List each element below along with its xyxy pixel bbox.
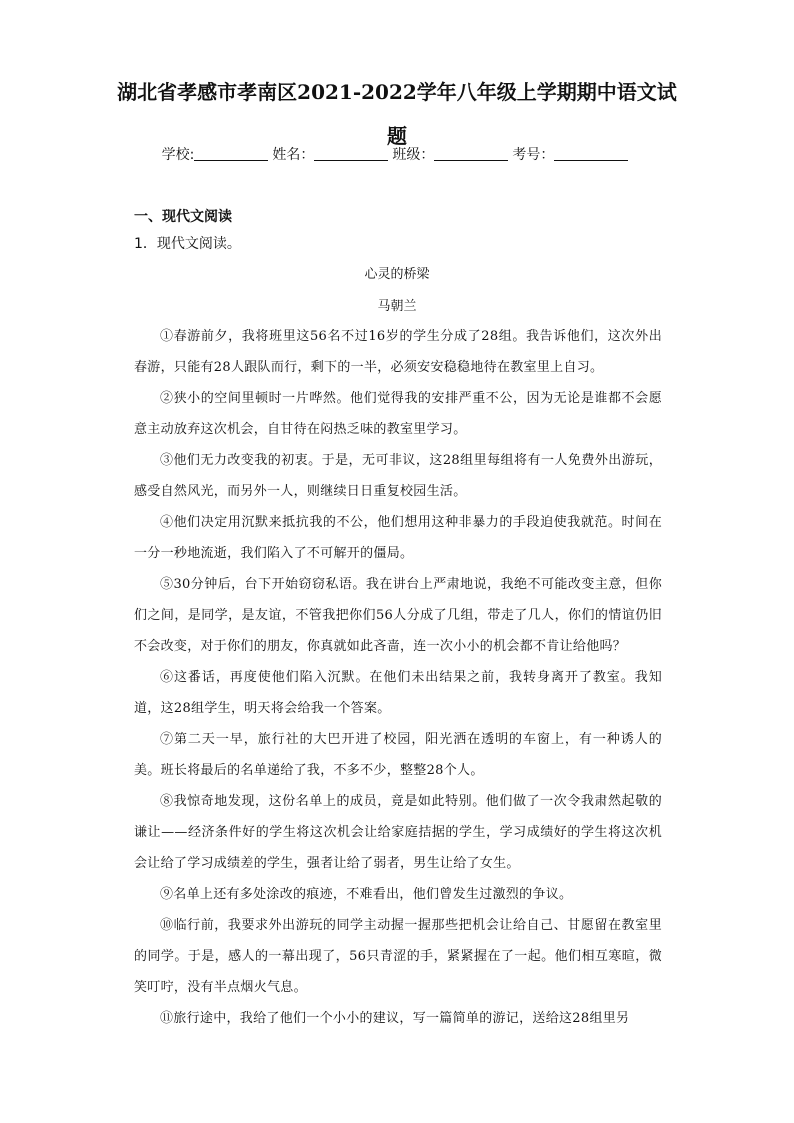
student-info-line bbox=[0, 144, 794, 166]
paragraph: ①春游前夕，我将班里这56名不过16岁的学生分成了28组。我告诉他们，这次外出春游，只能有28人跟队而行，剩下的一半，必须安安稳稳地待在教室里上自习。 bbox=[134, 329, 662, 375]
paragraph: ⑩临行前，我要求外出游玩的同学主动握一握那些把机会让给自己、甘愿留在教室里的同学。于是，感人的一幕出现了，56只青涩的手，紧紧握在了一起。他们相互寒暄，微笑叮咛，没有半点烟火气息。 bbox=[134, 918, 662, 995]
page-title: 湖北省孝感市孝南区2021-2022学年八年级上学期期中语文试题 bbox=[117, 80, 677, 148]
class-blank bbox=[434, 146, 508, 161]
article-body bbox=[134, 321, 662, 1034]
paragraph: ⑥这番话，再度使他们陷入沉默。在他们未出结果之前，我转身离开了教室。我知道，这28组学生，明天将会给我一个答案。 bbox=[134, 670, 662, 716]
paragraph: ⑪旅行途中，我给了他们一个小小的建议，写一篇简单的游记，送给这28组里另 bbox=[160, 1011, 630, 1026]
question-label: 1．现代文阅读。 bbox=[134, 236, 241, 252]
exam-number-blank bbox=[554, 146, 628, 161]
article-title: 心灵的桥梁 bbox=[364, 267, 430, 282]
exam-number-label: 考号： bbox=[512, 147, 555, 163]
name-label: 姓名： bbox=[272, 147, 315, 163]
paragraph: ⑨名单上还有多处涂改的痕迹，不难看出，他们曾发生过激烈的争议。 bbox=[160, 887, 573, 902]
paragraph: ④他们决定用沉默来抵抗我的不公，他们想用这种非暴力的手段迫使我就范。时间在一分一秒地流逝，我们陷入了不可解开的僵局。 bbox=[134, 515, 662, 561]
paragraph: ③他们无力改变我的初衷。于是，无可非议，这28组里每组将有一人免费外出游玩，感受自然风光，而另外一人，则继续日日重复校园生活。 bbox=[134, 453, 662, 499]
section-heading: 一、现代文阅读 bbox=[134, 209, 232, 225]
school-label: 学校: bbox=[161, 147, 195, 163]
article-author: 马朝兰 bbox=[377, 299, 417, 314]
paragraph: ⑤30分钟后，台下开始窃窃私语。我在讲台上严肃地说，我绝不可能改变主意，但你们之间，是同学，是友谊，不管我把你们56人分成了几组，带走了几人，你们的情谊仍旧不会改变，对于你们的朋友，你真就如此吝啬，连一次小小的机会都不肯让给他吗？ bbox=[134, 577, 662, 654]
class-label: 班级： bbox=[392, 147, 435, 163]
paragraph: ⑦第二天一早，旅行社的大巴开进了校园，阳光洒在透明的车窗上，有一种诱人的美。班长将最后的名单递给了我，不多不少，整整28个人。 bbox=[134, 732, 662, 778]
school-blank bbox=[194, 146, 268, 161]
paragraph: ②狭小的空间里顿时一片哗然。他们觉得我的安排严重不公，因为无论是谁都不会愿意主动放弃这次机会，自甘待在闷热乏味的教室里学习。 bbox=[134, 391, 662, 437]
paragraph: ⑧我惊奇地发现，这份名单上的成员，竟是如此特别。他们做了一次令我肃然起敬的谦让——经济条件好的学生将这次机会让给家庭拮据的学生，学习成绩好的学生将这次机会让给了学习成绩差的学生，强者让给了弱者，男生让给了女生。 bbox=[134, 794, 662, 871]
name-blank bbox=[314, 146, 388, 161]
